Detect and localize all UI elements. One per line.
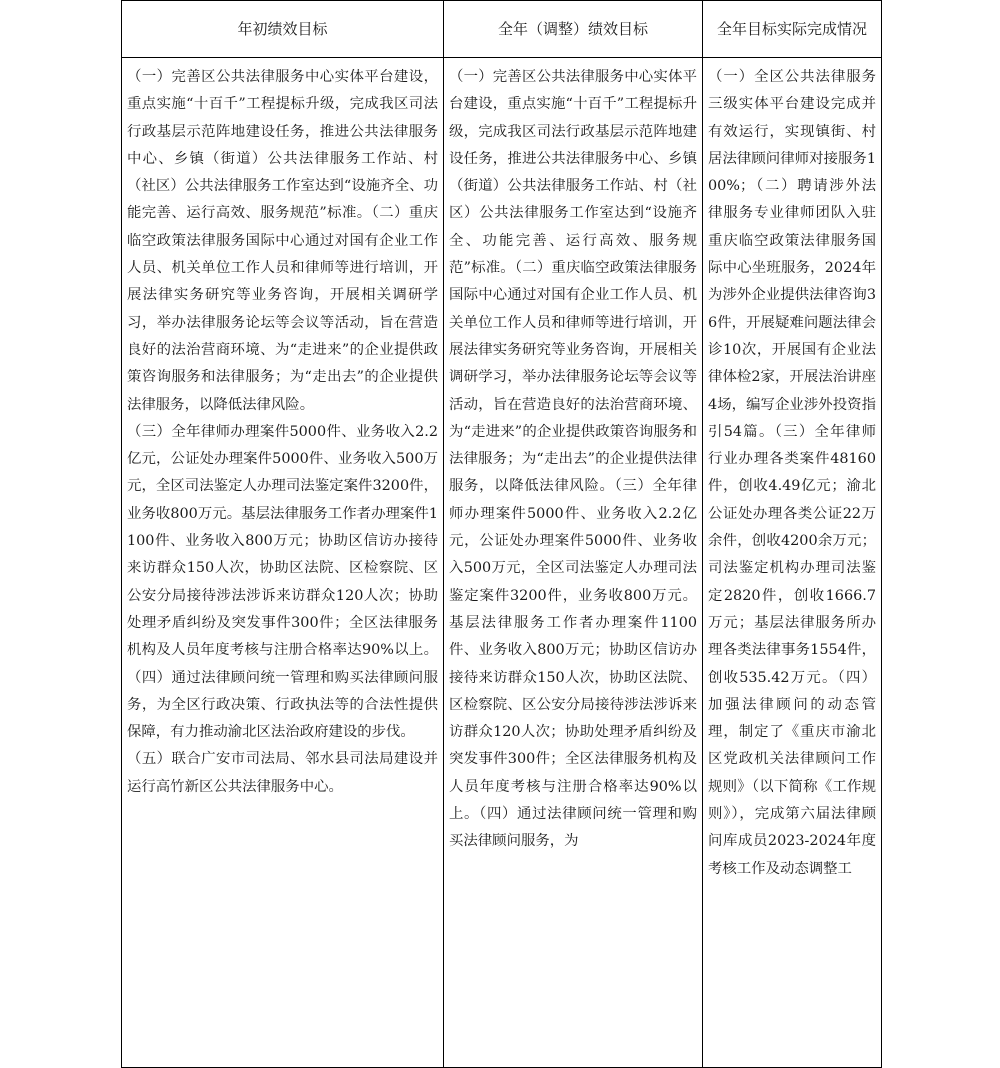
initial-goal-paragraph-2: （三）全年律师办理案件5000件、业务收入2.2亿元，公证处办理案件5000件、业务收入500万元，全区司法鉴定人办理司法鉴定案件3200件，业务收800万元。基层法律服务工作者办理案件1100件、业务收入800万元；协助区信访办接待来访群众150人次，协助区法院、区检察院、区公安分局接待涉法涉诉来访群众120人次；协助处理矛盾纠纷及突发事件300件；全区法律服务机构及人员年度考核与注册合格率达90%以上。（四）通过法律顾问统一管理和购买法律顾问服务，为全区行政决策、行政执法等的合法性提供保障，有力推动渝北区法治政府建设的步伐。 bbox=[127, 423, 438, 741]
adjusted-goal-paragraph-1: （一）完善区公共法律服务中心实体平台建设，重点实施“十百千”工程提标升级，完成我区司法行政基层示范阵地建设任务，推进公共法律服务中心、乡镇（街道）公共法律服务工作站、村（社区）公共法律服务工作室达到“设施齐全、功能完善、运行高效、服务规范”标准。（二）重庆临空政策法律服务国际中心通过对国有企业工作人员、机关单位工作人员和律师等进行培训，开展法律实务研究等业务咨询，开展相关调研学习，举办法律服务论坛等会议等活动，旨在营造良好的法治营商环境、为“走进来”的企业提供政策咨询服务和法律服务；为“走出去”的企业提供法律服务，以降低法律风险。（三）全年律师办理案件5000件、业务收入2.2亿元，公证处办理案件5000件、业务收入500万元，全区司法鉴定人办理司法鉴定案件3200件，业务收800万元。基层法律服务工作者办理案件1100件、业务收入800万元；协助区信访办接待来访群众150人次，协助区法院、区检察院、区公安分局接待涉法涉诉来访群众120人次；协助处理矛盾纠纷及突发事件300件；全区法律服务机构及人员年度考核与注册合格率达90%以上。（四）通过法律顾问统一管理和购买法律顾问服务，为 bbox=[449, 69, 697, 850]
initial-goal-cell bbox=[122, 58, 444, 1068]
header-actual-completion: 全年目标实际完成情况 bbox=[703, 1, 882, 58]
performance-goals-table bbox=[121, 0, 882, 1068]
table-header-row bbox=[122, 1, 882, 58]
actual-completion-paragraph-1: （一）全区公共法律服务三级实体平台建设完成并有效运行，实现镇街、村居法律顾问律师对接服务100%；（二）聘请涉外法律服务专业律师团队入驻重庆临空政策法律服务国际中心坐班服务，2024年为涉外企业提供法律咨询36件，开展疑难问题法律会诊10次，开展国有企业法律体检2家，开展法治讲座4场，编写企业涉外投资指引54篇。（三）全年律师行业办理各类案件48160件，创收4.49亿元；渝北公证处办理各类公证22万余件，创收4200余万元；司法鉴定机构办理司法鉴定2820件，创收1666.7万元；基层法律服务所办理各类法律事务1554件，创收535.42万元。（四）加强法律顾问的动态管理，制定了《重庆市渝北区党政机关法律顾问工作规则》（以下简称《工作规则》），完成第六届法律顾问库成员2023-2024年度考核工作及动态调整工 bbox=[708, 69, 876, 877]
header-initial-goal: 年初绩效目标 bbox=[122, 1, 444, 58]
table-row bbox=[122, 58, 882, 1068]
actual-completion-cell bbox=[703, 58, 882, 1068]
adjusted-goal-cell bbox=[444, 58, 703, 1068]
initial-goal-paragraph-3: （五）联合广安市司法局、邻水县司法局建设并运行高竹新区公共法律服务中心。 bbox=[127, 751, 438, 795]
header-adjusted-goal: 全年（调整）绩效目标 bbox=[444, 1, 703, 58]
initial-goal-paragraph-1: （一）完善区公共法律服务中心实体平台建设，重点实施“十百千”工程提标升级，完成我区司法行政基层示范阵地建设任务，推进公共法律服务中心、乡镇（街道）公共法律服务工作站、村（社区）公共法律服务工作室达到“设施齐全、功能完善、运行高效、服务规范”标准。（二）重庆临空政策法律服务国际中心通过对国有企业工作人员、机关单位工作人员和律师等进行培训，开展法律实务研究等业务咨询，开展相关调研学习，举办法律服务论坛等会议等活动，旨在营造良好的法治营商环境、为“走进来”的企业提供政策咨询服务和法律服务；为“走出去”的企业提供法律服务，以降低法律风险。 bbox=[127, 69, 438, 413]
